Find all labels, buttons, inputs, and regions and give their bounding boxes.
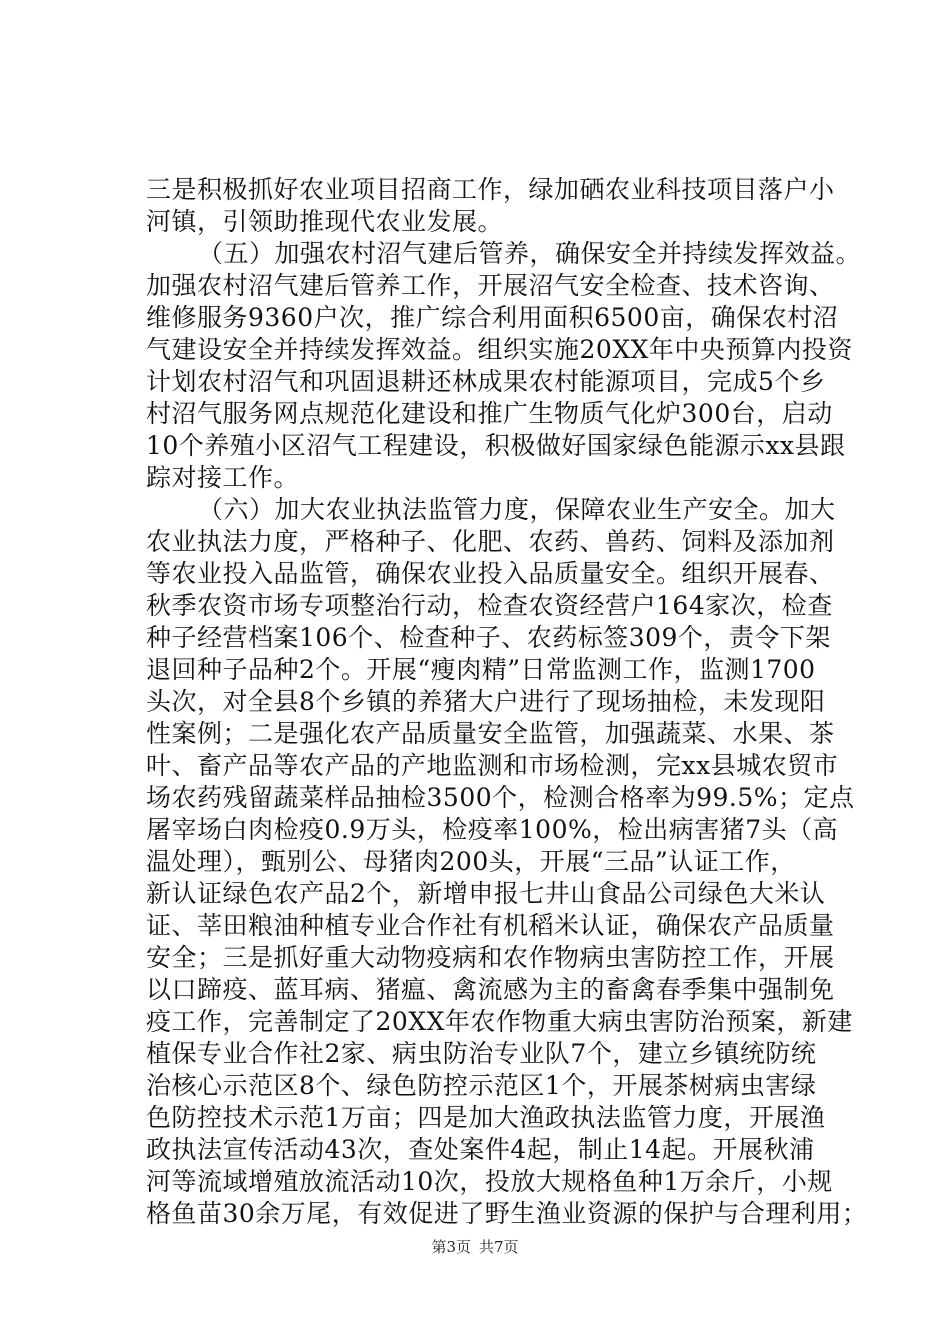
text-line: 计划农村沼气和巩固退耕还林成果农村能源项目，完成5个乡 xyxy=(146,367,826,396)
text-line: 证、莘田粮油种植专业合作社有机稻米认证，确保农产品质量 xyxy=(146,911,835,940)
text-line: 踪对接工作。 xyxy=(146,463,300,492)
text-line: 退回种子品种2个。开展“瘦肉精”日常监测工作，监测1700 xyxy=(146,655,816,684)
text-line: 农业执法力度，严格种子、化肥、农药、兽药、饲料及添加剂 xyxy=(146,527,835,556)
page-number: 第3页 xyxy=(431,1238,471,1256)
text-line: 种子经营档案106个、检查种子、农药标签309个，责令下架 xyxy=(146,623,831,652)
text-line: 性案例；二是强化农产品质量安全监管，加强蔬菜、水果、茶 xyxy=(146,719,835,748)
section-heading-six: （六）加大农业执法监管力度，保障农业生产安全。加大 xyxy=(198,495,836,524)
text-line: 10个养殖小区沼气工程建设，积极做好国家绿色能源示xx县跟 xyxy=(146,431,846,460)
text-line: 叶、畜产品等农产品的产地监测和市场检测，完xx县城农贸市 xyxy=(146,751,839,780)
text-line: 河镇，引领助推现代农业发展。 xyxy=(146,207,504,236)
text-line: 秋季农资市场专项整治行动，检查农资经营户164家次，检查 xyxy=(146,591,833,620)
text-line: 场农药残留蔬菜样品抽检3500个，检测合格率为99.5%；定点 xyxy=(146,783,855,812)
text-line: 加强农村沼气建后管养工作，开展沼气安全检查、技术咨询、 xyxy=(146,271,835,300)
text-line: 植保专业合作社2家、病虫防治专业队7个，建立乡镇统防统 xyxy=(146,1039,817,1068)
text-line: 新认证绿色农产品2个，新增申报七井山食品公司绿色大米认 xyxy=(146,879,826,908)
text-line: 治核心示范区8个、绿色防控示范区1个，开展茶树病虫害绿 xyxy=(146,1071,817,1100)
text-line: 三是积极抓好农业项目招商工作，绿加硒农业科技项目落户小 xyxy=(146,175,835,204)
text-line: 疫工作，完善制定了20XX年农作物重大病虫害防治预案，新建 xyxy=(146,1007,853,1036)
page-total: 共7页 xyxy=(479,1238,519,1256)
text-line: 温处理），甄别公、母猪肉200头，开展“三品”认证工作， xyxy=(146,847,796,876)
text-line: 维修服务9360户次，推广综合利用面积6500亩，确保农村沼 xyxy=(146,303,839,332)
text-line: 气建设安全并持续发挥效益。组织实施20XX年中央预算内投资 xyxy=(146,335,853,364)
text-line: 安全；三是抓好重大动物疫病和农作物病虫害防控工作，开展 xyxy=(146,943,835,972)
text-line: 格鱼苗30余万尾，有效促进了野生渔业资源的保护与合理利用； xyxy=(146,1199,868,1228)
text-line: 河等流域增殖放流活动10次，投放大规格鱼种1万余斤，小规 xyxy=(146,1167,833,1196)
text-line: 以口蹄疫、蓝耳病、猪瘟、禽流感为主的畜禽春季集中强制免 xyxy=(146,975,835,1004)
text-line: 政执法宣传活动43次，查处案件4起，制止14起。开展秋浦 xyxy=(146,1135,815,1164)
text-line: 头次，对全县8个乡镇的养猪大户进行了现场抽检，未发现阳 xyxy=(146,687,826,716)
section-heading-five: （五）加强农村沼气建后管养，确保安全并持续发挥效益。 xyxy=(198,239,862,268)
text-line: 村沼气服务网点规范化建设和推广生物质气化炉300台，启动 xyxy=(146,399,833,428)
text-line: 色防控技术示范1万亩；四是加大渔政执法监管力度，开展渔 xyxy=(146,1103,826,1132)
text-line: 屠宰场白肉检疫0.9万头，检疫率100%，检出病害猪7头（高 xyxy=(146,815,839,844)
page-footer xyxy=(0,1237,950,1257)
text-line: 等农业投入品监管，确保农业投入品质量安全。组织开展春、 xyxy=(146,559,835,588)
